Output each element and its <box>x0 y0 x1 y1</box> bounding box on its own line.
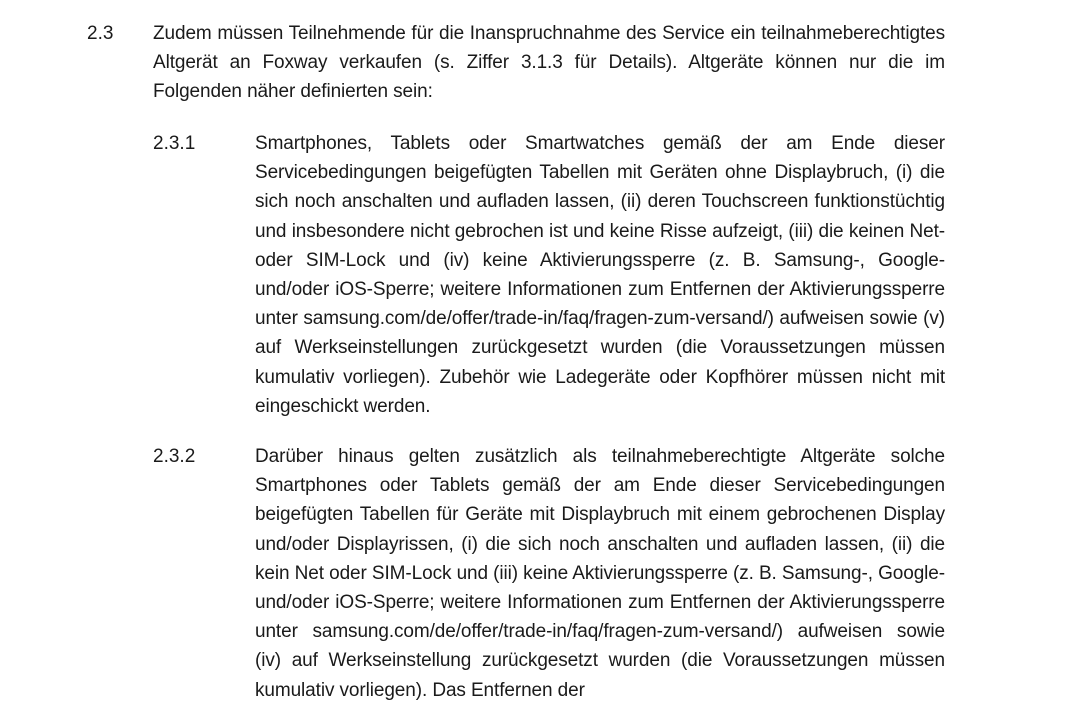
clause-text: Zudem müssen Teilnehmende für die Inanspruchnahme des Service ein teilnahmeberechtigtes Altgerät an Foxway verkaufen (s. Ziffer 3.1.3 für Details). Altgeräte können nur die im Folgenden näher definierten sein: <box>153 23 945 103</box>
clause-number: 2.3.2 <box>153 446 196 467</box>
clause-text: Darüber hinaus gelten zusätzlich als teilnahmeberechtigte Altgeräte solche Smartphones oder Tablets gemäß der am Ende dieser Servicebedingungen beigefügten Tabellen für Geräte mit Displaybruch mit einem gebrochenen Display und/oder Displayrissen, (i) die sich noch anschalten und aufladen lassen, (ii) die kein Net oder SIM-Lock und (iii) keine Aktivierungssperre (z. B. Samsung-, Google- und/oder iOS-Sperre; weitere Informationen zum Entfernen der Aktivierungssperre unter samsung.com/de/offer/trade-in/faq/fragen-zum-versand/) aufweisen sowie (iv) auf Werkseinstellung zurückgesetzt wurden (die Voraussetzungen müssen kumulativ vorliegen). Das Entfernen der <box>255 446 945 701</box>
clause-text: Smartphones, Tablets oder Smartwatches gemäß der am Ende dieser Servicebedingungen beigefügten Tabellen mit Geräten ohne Displaybruch, (i) die sich noch anschalten und aufladen lassen, (ii) deren Touchscreen funktionstüchtig und insbesondere nicht gebrochen ist und keine Risse aufzeigt, (iii) die keinen Net- oder SIM-Lock und (iv) keine Aktivierungssperre (z. B. Samsung-, Google- und/oder iOS-Sperre; weitere Informationen zum Entfernen der Aktivierungssperre unter samsung.com/de/offer/trade-in/faq/fragen-zum-versand/) aufweisen sowie (v) auf Werkseinstellungen zurückgesetzt wurden (die Voraussetzungen müssen kumulativ vorliegen). Zubehör wie Ladegeräte oder Kopfhörer müssen nicht mit eingeschickt werden. <box>255 133 945 417</box>
clause-number: 2.3 <box>87 23 114 44</box>
clause-number: 2.3.1 <box>153 133 196 154</box>
